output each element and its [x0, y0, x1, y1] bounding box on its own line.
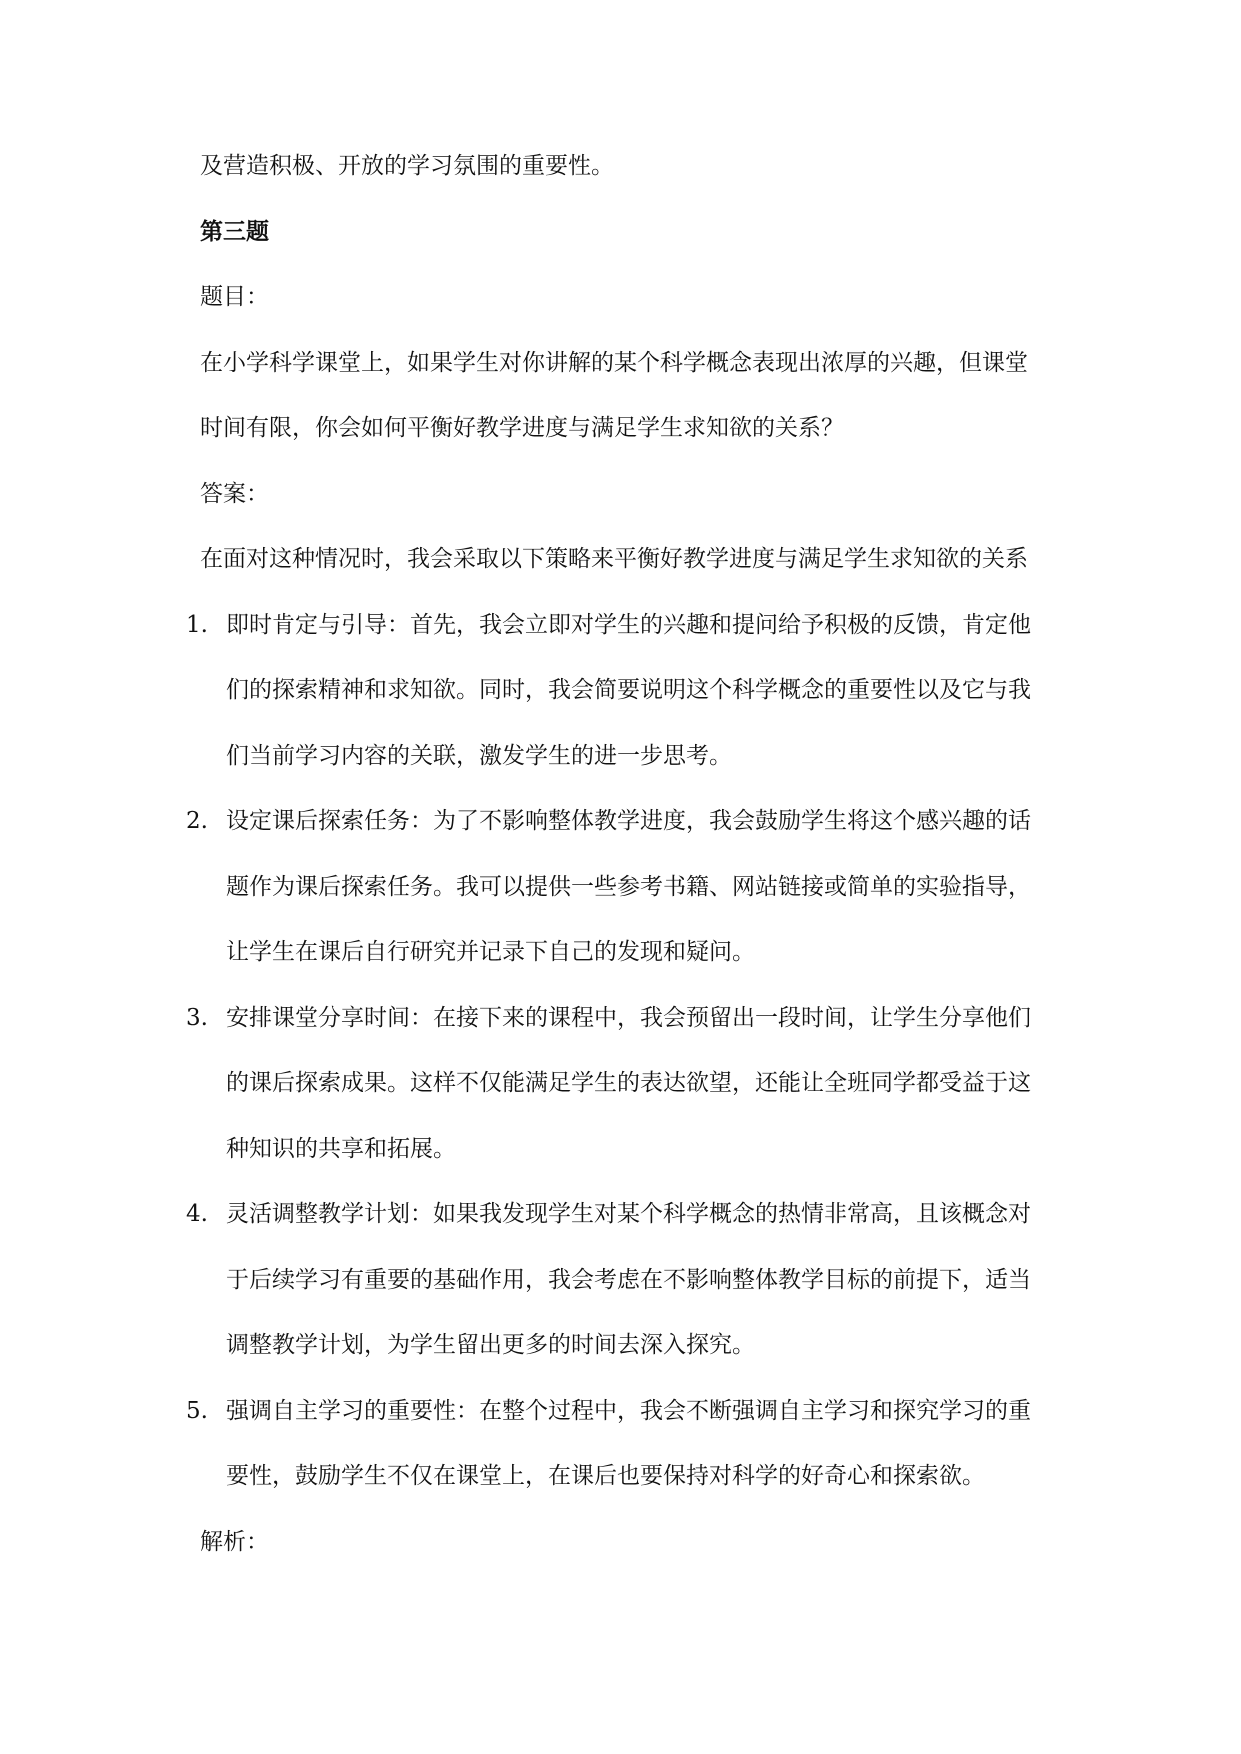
list-item-line: 设定课后探索任务：为了不影响整体教学进度，我会鼓励学生将这个感兴趣的话 — [226, 808, 1031, 834]
list-item-line: 让学生在课后自行研究并记录下自己的发现和疑问。 — [226, 939, 755, 965]
list-item-line: 们当前学习内容的关联，激发学生的进一步思考。 — [226, 743, 732, 769]
section-heading: 第三题 — [200, 218, 269, 245]
list-item-line: 调整教学计划，为学生留出更多的时间去深入探究。 — [226, 1332, 755, 1358]
list-item-line: 要性，鼓励学生不仅在课堂上，在课后也要保持对科学的好奇心和探索欲。 — [226, 1463, 985, 1489]
question-line: 在小学科学课堂上，如果学生对你讲解的某个科学概念表现出浓厚的兴趣，但课堂 — [200, 350, 1028, 376]
list-item-line: 即时肯定与引导：首先，我会立即对学生的兴趣和提问给予积极的反馈，肯定他 — [226, 612, 1031, 638]
list-item-number: 4. — [186, 1201, 208, 1227]
list-item-line: 种知识的共享和拓展。 — [226, 1136, 456, 1162]
list-item-number: 5. — [186, 1398, 208, 1424]
list-item-number: 1. — [186, 612, 208, 638]
answer-label: 答案： — [200, 481, 269, 507]
question-label: 题目： — [200, 284, 269, 310]
continuation-text: 及营造积极、开放的学习氛围的重要性。 — [200, 153, 614, 179]
list-item-number: 3. — [186, 1005, 208, 1031]
list-item-line: 题作为课后探索任务。我可以提供一些参考书籍、网站链接或简单的实验指导， — [226, 874, 1031, 900]
list-item-line: 强调自主学习的重要性：在整个过程中，我会不断强调自主学习和探究学习的重 — [226, 1398, 1031, 1424]
question-line: 时间有限，你会如何平衡好教学进度与满足学生求知欲的关系？ — [200, 415, 844, 441]
list-item-line: 于后续学习有重要的基础作用，我会考虑在不影响整体教学目标的前提下，适当 — [226, 1267, 1031, 1293]
answer-intro: 在面对这种情况时，我会采取以下策略来平衡好教学进度与满足学生求知欲的关系 — [200, 546, 1028, 572]
list-item-line: 们的探索精神和求知欲。同时，我会简要说明这个科学概念的重要性以及它与我 — [226, 677, 1031, 703]
list-item-number: 2. — [186, 808, 208, 834]
list-item-line: 灵活调整教学计划：如果我发现学生对某个科学概念的热情非常高，且该概念对 — [226, 1201, 1031, 1227]
list-item-line: 的课后探索成果。这样不仅能满足学生的表达欲望，还能让全班同学都受益于这 — [226, 1070, 1031, 1096]
analysis-label: 解析： — [200, 1529, 269, 1555]
list-item-line: 安排课堂分享时间：在接下来的课程中，我会预留出一段时间，让学生分享他们 — [226, 1005, 1031, 1031]
